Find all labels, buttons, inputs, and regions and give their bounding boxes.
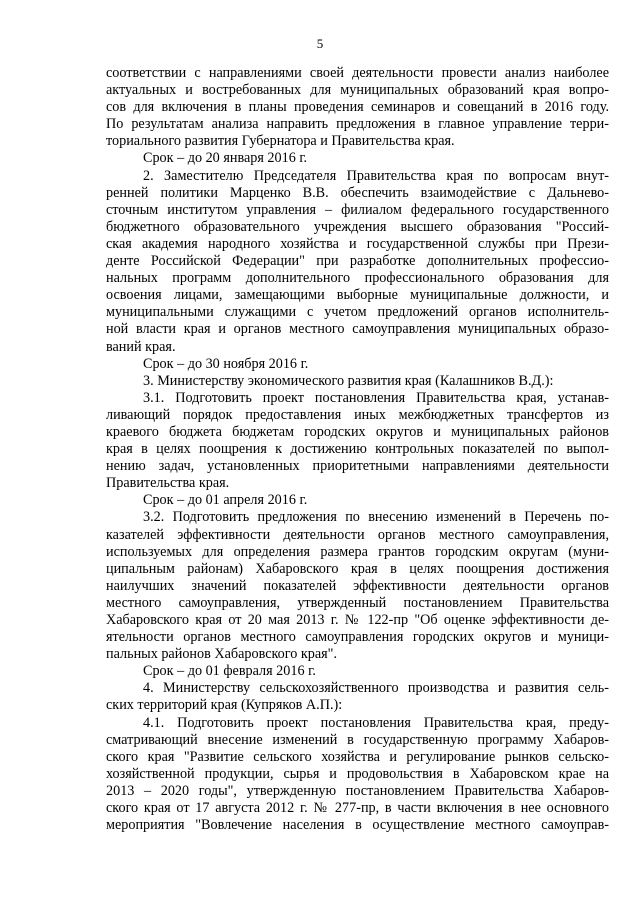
text-line: 3.2. Подготовить предложения по внесению изменений в Перечень по-: [143, 509, 609, 526]
text-line: наилучших значений показателей эффективности деятельности органов: [106, 577, 609, 594]
text-line: соответствии с направлениями своей деятельности провести анализ наиболее: [106, 65, 609, 81]
text-line: ваний края.: [106, 338, 176, 355]
text-line: используемых для определения размера грантов городским округам (муни-: [106, 543, 609, 560]
text-line: Хабаровского края от 20 мая 2013 г. № 122-пр "Об оценке эффективности де-: [106, 612, 609, 628]
text-line: 4. Министерству сельскохозяйственного производства и развития сель-: [143, 680, 609, 697]
text-line: Срок – до 01 февраля 2016 г.: [143, 663, 316, 680]
text-line: 2013 – 2020 годы", утвержденную постановлением Правительства Хабаров-: [106, 782, 609, 799]
text-line: денте Российской Федерации" при разработке дополнительных профессио-: [106, 253, 609, 270]
text-line: муниципальными служащими с учетом предложений органов исполнитель-: [106, 304, 609, 321]
text-line: края в целях поощрения к достижению контрольных показателей по выпол-: [106, 441, 609, 458]
text-line: ной власти края и органов местного самоуправления муниципальных образо-: [106, 321, 609, 338]
text-line: ского края "Развитие сельского хозяйства и регулирование рынков сельско-: [106, 748, 609, 765]
text-line: 3.1. Подготовить проект постановления Правительства края, устанав-: [143, 389, 609, 406]
text-line: казателей эффективности деятельности органов местного самоуправления,: [106, 526, 609, 543]
text-line: ципальным районам) Хабаровского края в целях поощрения достижения: [106, 560, 609, 577]
text-line: 2. Заместителю Председателя Правительства края по вопросам внут-: [143, 167, 609, 184]
text-line: 4.1. Подготовить проект постановления Правительства края, преду-: [143, 714, 609, 731]
text-line: хозяйственной продукции, сырья и продовольствия в Хабаровском крае на: [106, 765, 609, 782]
text-line: освоения лицами, замещающими выборные муниципальные должности, и: [106, 287, 609, 304]
text-line: сточным институтом управления – филиалом федерального государственного: [106, 201, 609, 218]
text-line: местного самоуправления, утвержденный постановлением Правительства: [106, 594, 609, 611]
text-line: мероприятия "Вовлечение населения в осуществление местного самоуправ-: [106, 817, 609, 834]
text-line: ского края от 17 августа 2012 г. № 277-пр, в части включения в нее основного: [106, 800, 609, 817]
text-line: нению задач, установленных приоритетными направлениями деятельности: [106, 458, 609, 475]
text-line: Правительства края.: [106, 475, 230, 492]
page-number: 5: [316, 36, 324, 51]
text-line: ятельности органов местного самоуправления городских округов и муници-: [106, 629, 609, 646]
text-line: По результатам анализа направить предложения в главное управление терри-: [106, 116, 609, 133]
text-line: ских территорий края (Купряков А.П.):: [106, 697, 343, 714]
text-line: бюджетного образовательного учреждения высшего образования "Россий-: [106, 218, 609, 235]
text-line: ская академия народного хозяйства и государственной службы при Прези-: [106, 235, 609, 252]
text-line: Срок – до 30 ноября 2016 г.: [143, 355, 309, 372]
text-line: Срок – до 20 января 2016 г.: [143, 150, 308, 167]
text-line: ливающий порядок предоставления иных межбюджетных трансфертов из: [106, 406, 609, 423]
text-line: пальных районов Хабаровского края".: [106, 646, 338, 663]
text-line: краевого бюджета бюджетам городских округов и муниципальных районов: [106, 423, 609, 440]
document-body: [106, 65, 609, 834]
text-line: ренней политики Марценко В.В. обеспечить взаимодействие с Дальнево-: [106, 184, 609, 201]
text-line: 3. Министерству экономического развития края (Калашников В.Д.):: [143, 372, 554, 389]
text-line: Срок – до 01 апреля 2016 г.: [143, 492, 308, 509]
text-line: нальных программ дополнительного профессионального образования для: [106, 270, 609, 287]
text-line: сов для включения в планы проведения семинаров и совещаний в 2016 году.: [106, 99, 609, 116]
text-line: сматривающий внесение изменений в государственную программу Хабаров-: [106, 731, 609, 748]
text-line: актуальных и востребованных для муниципальных образований края вопро-: [106, 82, 609, 99]
text-line: ториального развития Губернатора и Правительства края.: [106, 133, 455, 150]
